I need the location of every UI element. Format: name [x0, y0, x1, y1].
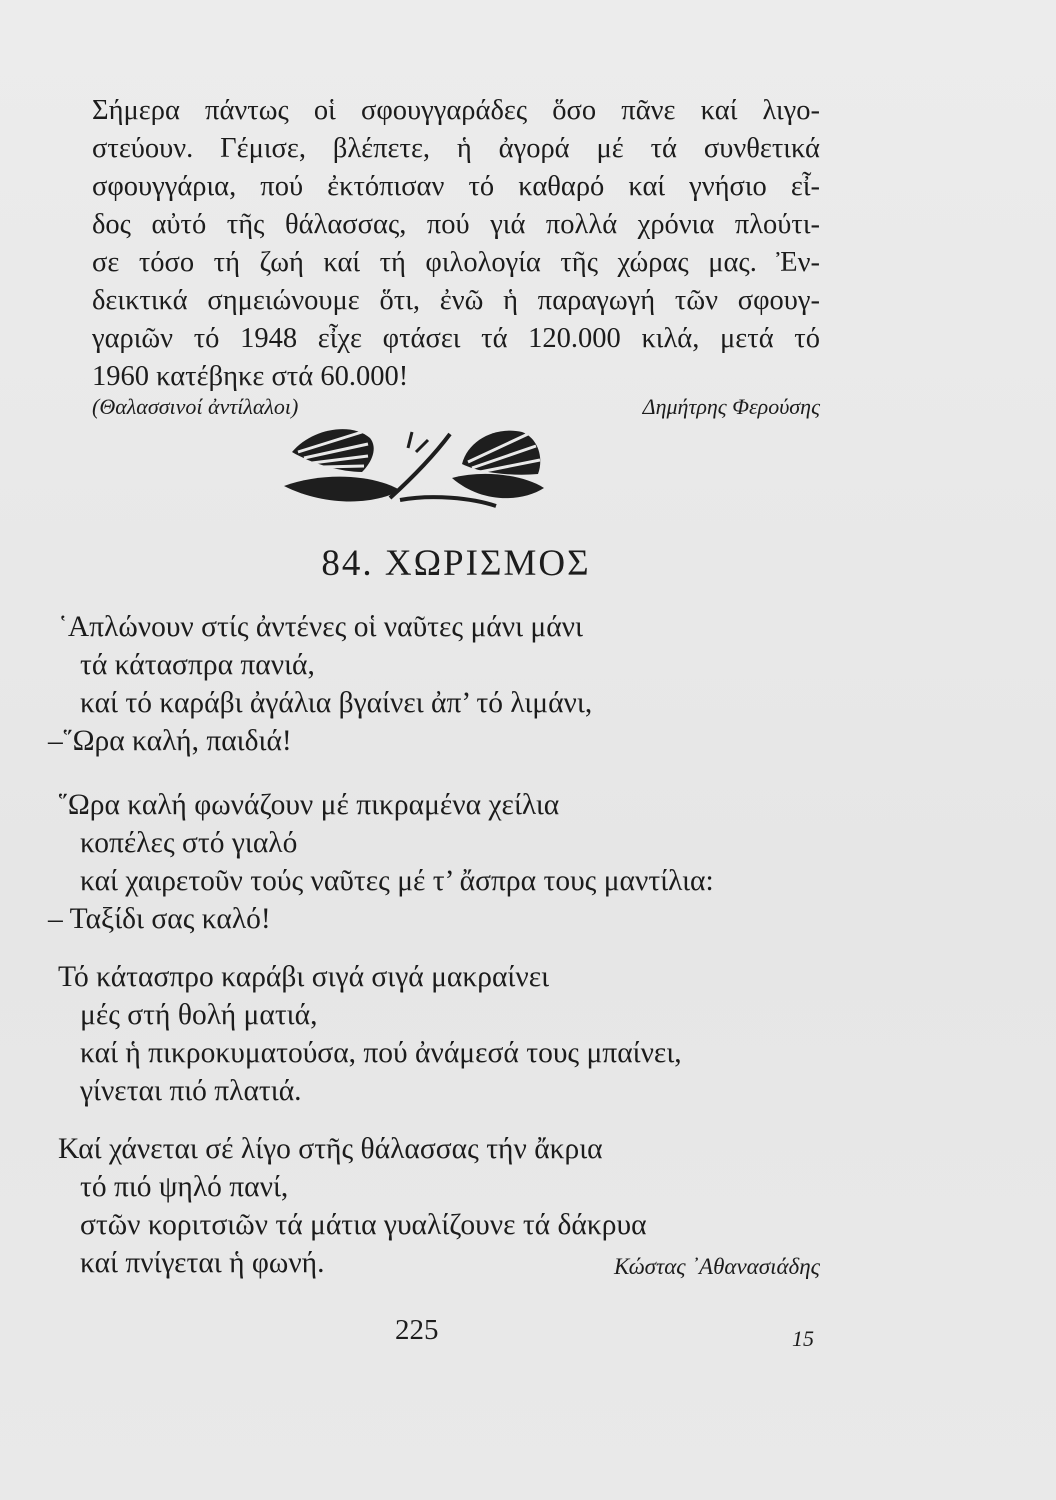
signature-mark: 15: [792, 1326, 814, 1351]
verse-line: τά κάτασπρα πανιά,: [80, 649, 315, 681]
credit-source: (Θαλασσινοί ἀντίλαλοι): [92, 394, 299, 419]
prose-line: σε τόσο τή ζωή καί τή φιλολογία τῆς χώρας μας. Ἐν-: [92, 247, 820, 278]
poem-stanza: [48, 608, 838, 760]
verse-line: –῞Ωρα καλή, παιδιά!: [48, 725, 292, 757]
verse-line: καί χαιρετοῦν τούς ναῦτες μέ τ’ ἄσπρα τους μαντίλια:: [80, 865, 714, 897]
prose-line: σφουγγάρια, πού ἐκτόπισαν τό καθαρό καί γνήσιο εἶ-: [92, 171, 820, 202]
prose-line: δεικτικά σημειώνουμε ὅτι, ἐνῶ ἡ παραγωγή τῶν σφουγ-: [92, 285, 820, 316]
verse-line: ῞Ωρα καλή φωνάζουν μέ πικραμένα χείλια: [58, 789, 560, 821]
verse-line: – Ταξίδι σας καλό!: [48, 903, 271, 935]
prose-line: 1960 κατέβηκε στά 60.000!: [92, 361, 409, 392]
verse-line: μές στή θολή ματιά,: [80, 999, 318, 1031]
verse-line: στῶν κοριτσιῶν τά μάτια γυαλίζουνε τά δάκρυα: [80, 1209, 647, 1241]
prose-line: στεύουν. Γέμισε, βλέπετε, ἡ ἀγορά μέ τά συνθετικά: [92, 133, 820, 164]
poem-stanza: [48, 958, 838, 1110]
fish-ornament-icon: [282, 418, 552, 510]
poem-stanza: [48, 786, 838, 938]
verse-line: γίνεται πιό πλατιά.: [80, 1075, 302, 1107]
page-number: 225: [395, 1314, 439, 1346]
credit-author: Δημήτρης Φερούσης: [642, 394, 820, 419]
verse-line: καί πνίγεται ἡ φωνή.: [80, 1247, 325, 1279]
poem-title: 84. ΧΩΡΙΣΜΟΣ: [321, 543, 591, 584]
prose-paragraph: [92, 92, 820, 396]
verse-line: κοπέλες στό γιαλό: [80, 827, 298, 859]
verse-line: καί ἡ πικροκυματούσα, πού ἀνάμεσά τους μπαίνει,: [80, 1037, 682, 1069]
verse-line: Τό κάτασπρο καράβι σιγά σιγά μακραίνει: [58, 961, 550, 993]
verse-line: τό πιό ψηλό πανί,: [80, 1171, 289, 1203]
verse-line: Καί χάνεται σέ λίγο στῆς θάλασσας τήν ἄκρια: [58, 1133, 603, 1165]
prose-line: δος αὐτό τῆς θάλασσας, πού γιά πολλά χρόνια πλούτι-: [92, 209, 820, 240]
verse-line: καί τό καράβι ἀγάλια βγαίνει ἀπ’ τό λιμάνι,: [80, 687, 593, 719]
prose-line: γαριῶν τό 1948 εἶχε φτάσει τά 120.000 κιλά, μετά τό: [92, 323, 820, 354]
prose-line: Σήμερα πάντως οἱ σφουγγαράδες ὅσο πᾶνε καί λιγο-: [92, 95, 820, 126]
verse-line: ῾Απλώνουν στίς ἀντένες οἱ ναῦτες μάνι μάνι: [58, 611, 583, 643]
poem-author: Κώστας ᾿Αθανασιάδης: [613, 1254, 820, 1279]
